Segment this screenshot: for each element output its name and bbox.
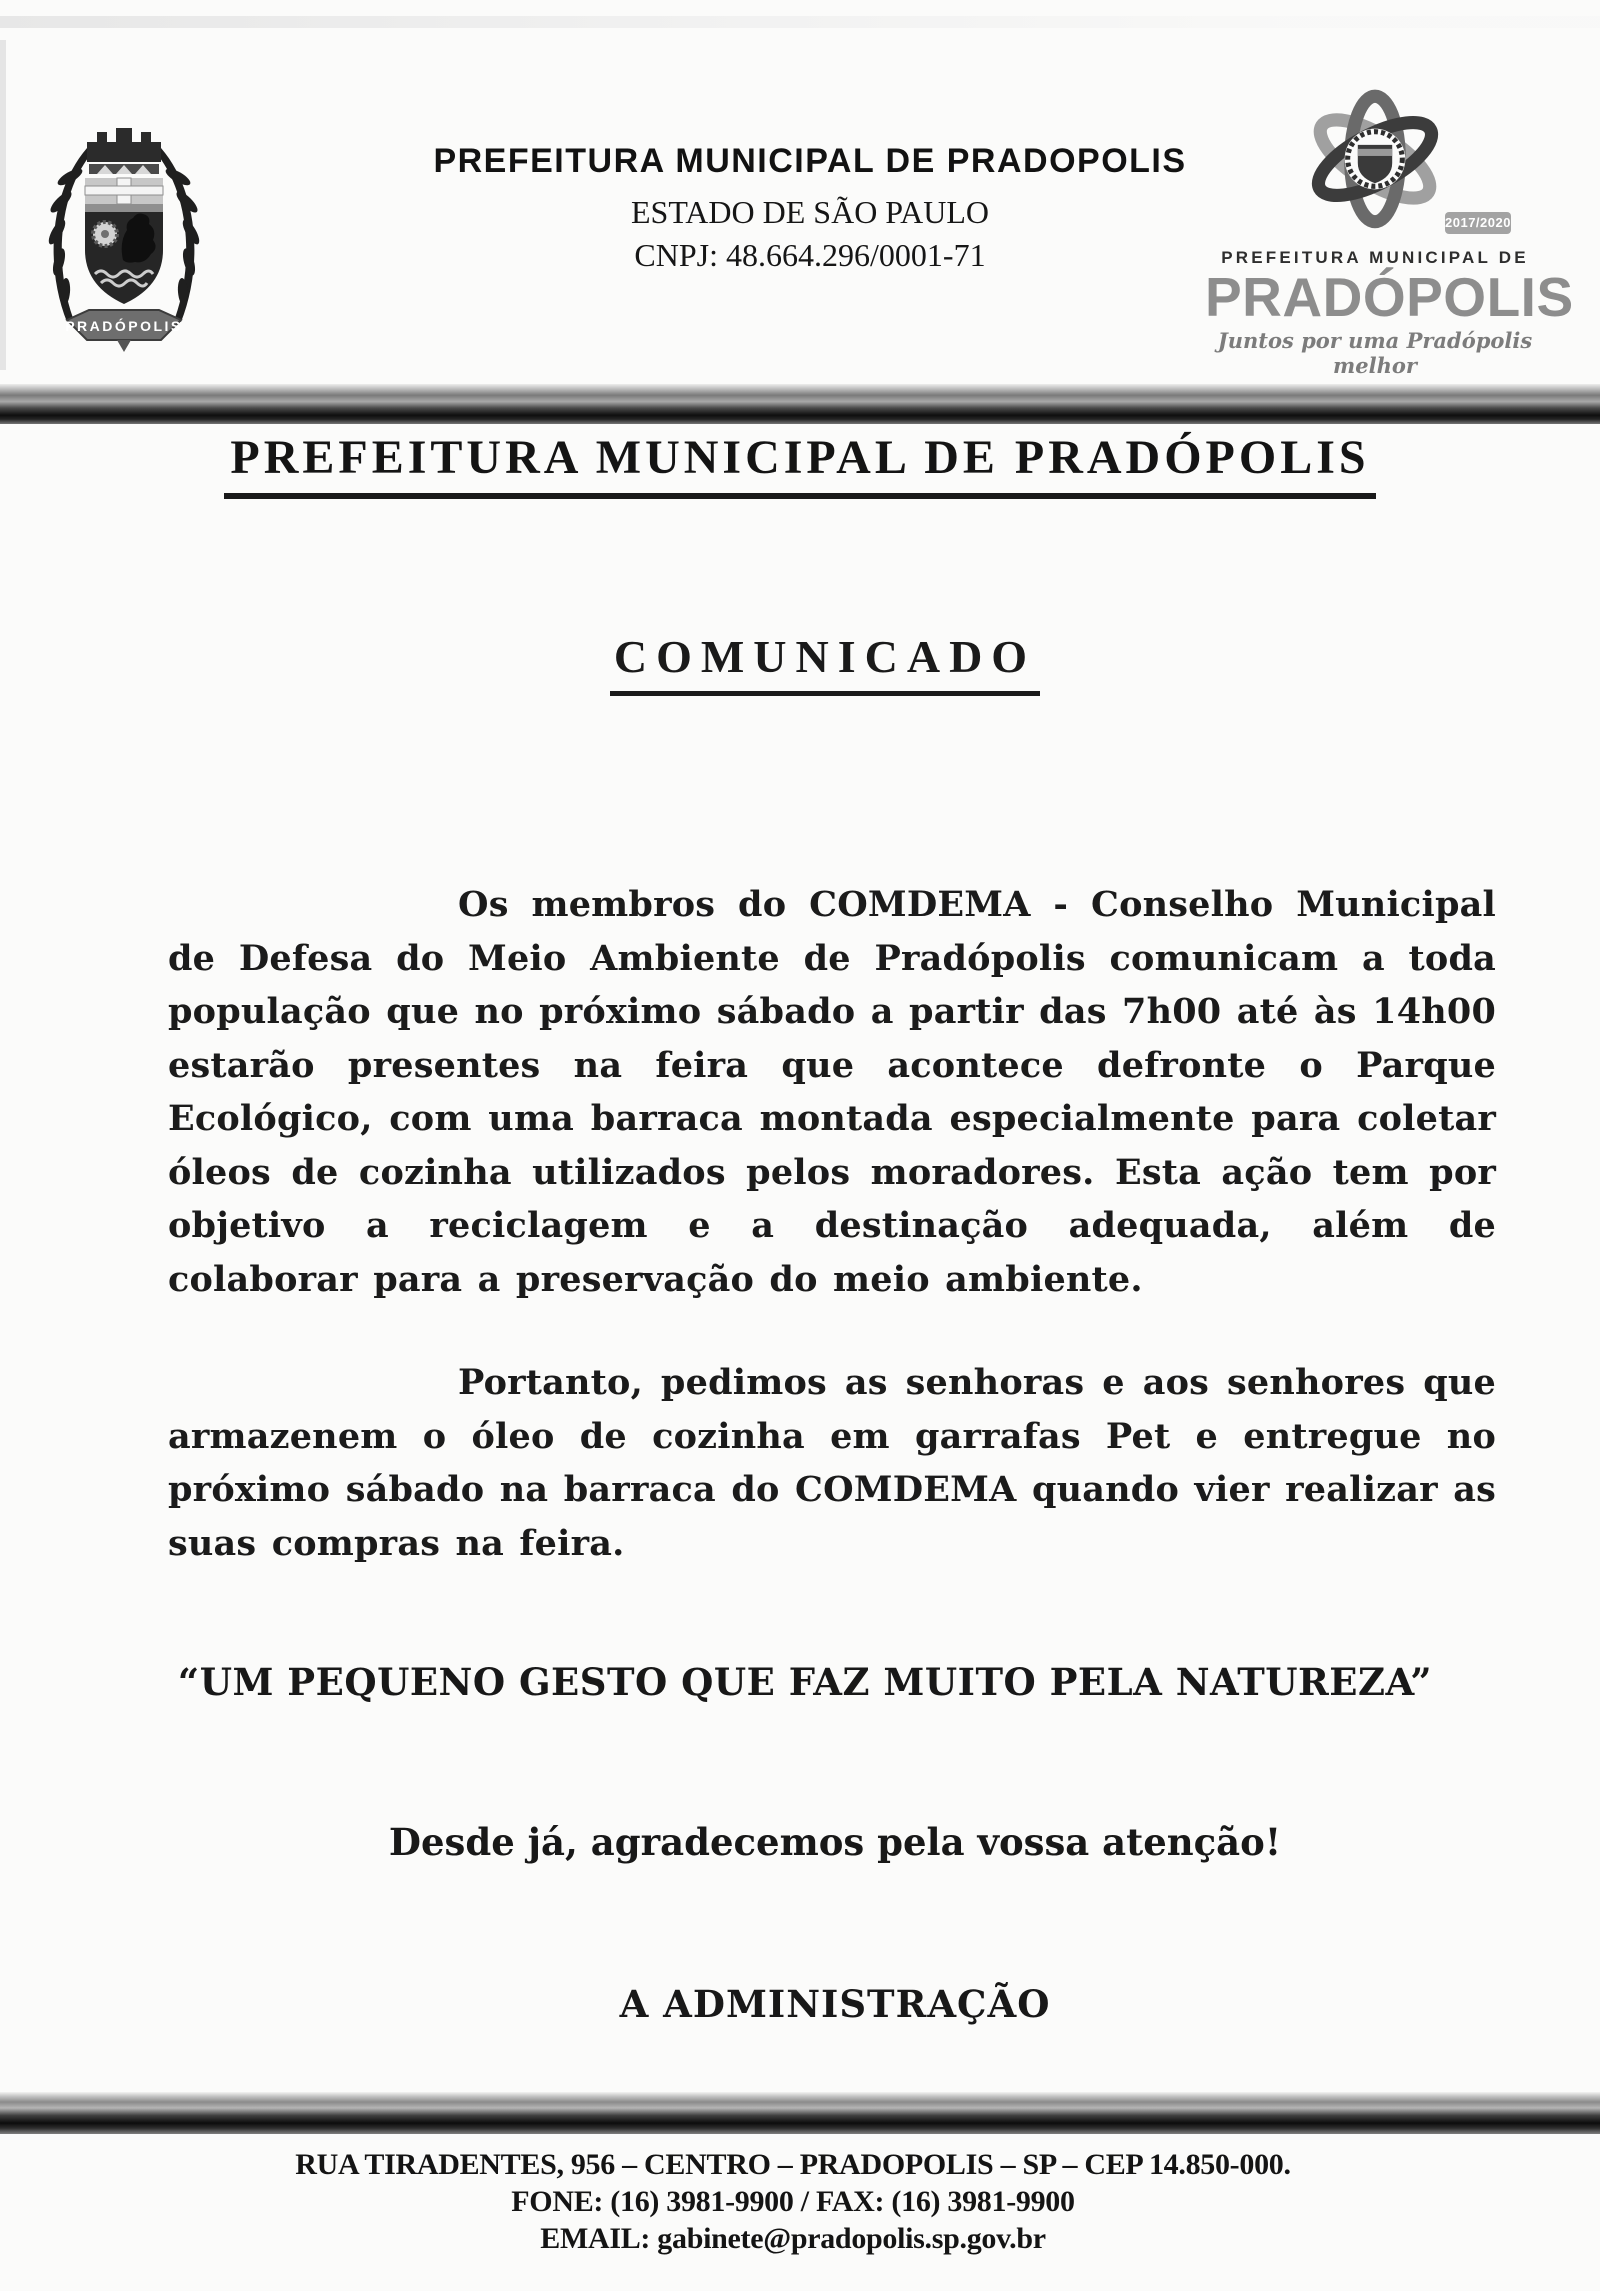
scan-streak (0, 16, 1600, 28)
name-ribbon (65, 310, 183, 352)
document-title-wrap (100, 430, 1500, 499)
coat-of-arms-graphic (38, 82, 210, 372)
letterhead-org-line: PREFEITURA MUNICIPAL DE PRADOPOLIS (433, 142, 1187, 180)
crest-banner-text: PRADÓPOLIS (65, 318, 183, 334)
logo-org-line: PREFEITURA MUNICIPAL DE (1221, 248, 1529, 267)
header-rule-band (0, 384, 1600, 424)
term-badge: 2017/2020 (1445, 212, 1511, 234)
mural-crown (87, 128, 161, 162)
signature-wrap (170, 1982, 1500, 2026)
body-text (168, 878, 1496, 1570)
thanks-wrap (170, 1820, 1500, 1864)
footer-rule-band (0, 2092, 1600, 2134)
footer-address: RUA TIRADENTES, 956 – CENTRO – PRADOPOLIS – SP – CEP 14.850-000. (295, 2148, 1291, 2181)
body-paragraph-2: Portanto, pedimos as senhoras e aos senhores que armazenem o óleo de cozinha em garrafas Pet e entregue no próximo sábado na barraca do COMDEMA quando vier realizar as suas compras na feira. (168, 1362, 1496, 1564)
municipal-coat-of-arms-icon (38, 82, 210, 372)
body-paragraph-1: Os membros do COMDEMA - Conselho Municipal de Defesa do Meio Ambiente de Pradópolis comunicam a toda população que no próximo sábado a partir das 7h00 até às 14h00 estarão presentes na feira que acontece defronte o Parque Ecológico, com uma barraca montada especialmente para coletar óleos de cozinha utilizados pelos moradores. Esta ação tem por objetivo a reciclagem e a destinação adequada, além de colaborar para a preservação do meio ambiente. (168, 884, 1496, 1300)
document-title: PREFEITURA MUNICIPAL DE PRADÓPOLIS (224, 430, 1375, 499)
atom-logo-icon (1289, 78, 1461, 242)
letterhead-cnpj-line: CNPJ: 48.664.296/0001-71 (634, 237, 986, 273)
footer-email: EMAIL: gabinete@pradopolis.sp.gov.br (540, 2222, 1046, 2255)
subject-wrap (100, 630, 1550, 696)
footer-phone: FONE: (16) 3981-9900 / FAX: (16) 3981-9900 (511, 2185, 1075, 2218)
logo-city-name: PRADÓPOLIS (1205, 266, 1574, 328)
slogan-wrap (140, 1660, 1470, 1704)
thanks-text: Desde já, agradecemos pela vossa atenção! (388, 1820, 1282, 1864)
logo-tagline: Juntos por uma Pradópolis melhor (1217, 328, 1533, 378)
scan-streak (0, 40, 6, 370)
letterhead-center (420, 142, 1200, 274)
footer (0, 2146, 1586, 2257)
letterhead-state-line: ESTADO DE SÃO PAULO (630, 194, 990, 230)
signature-text: A ADMINISTRAÇÃO (619, 1982, 1051, 2026)
administration-logo (1205, 78, 1574, 378)
slogan-text: “UM PEQUENO GESTO QUE FAZ MUITO PELA NATUREZA” (177, 1660, 1433, 1704)
subject-heading: COMUNICADO (610, 630, 1040, 696)
